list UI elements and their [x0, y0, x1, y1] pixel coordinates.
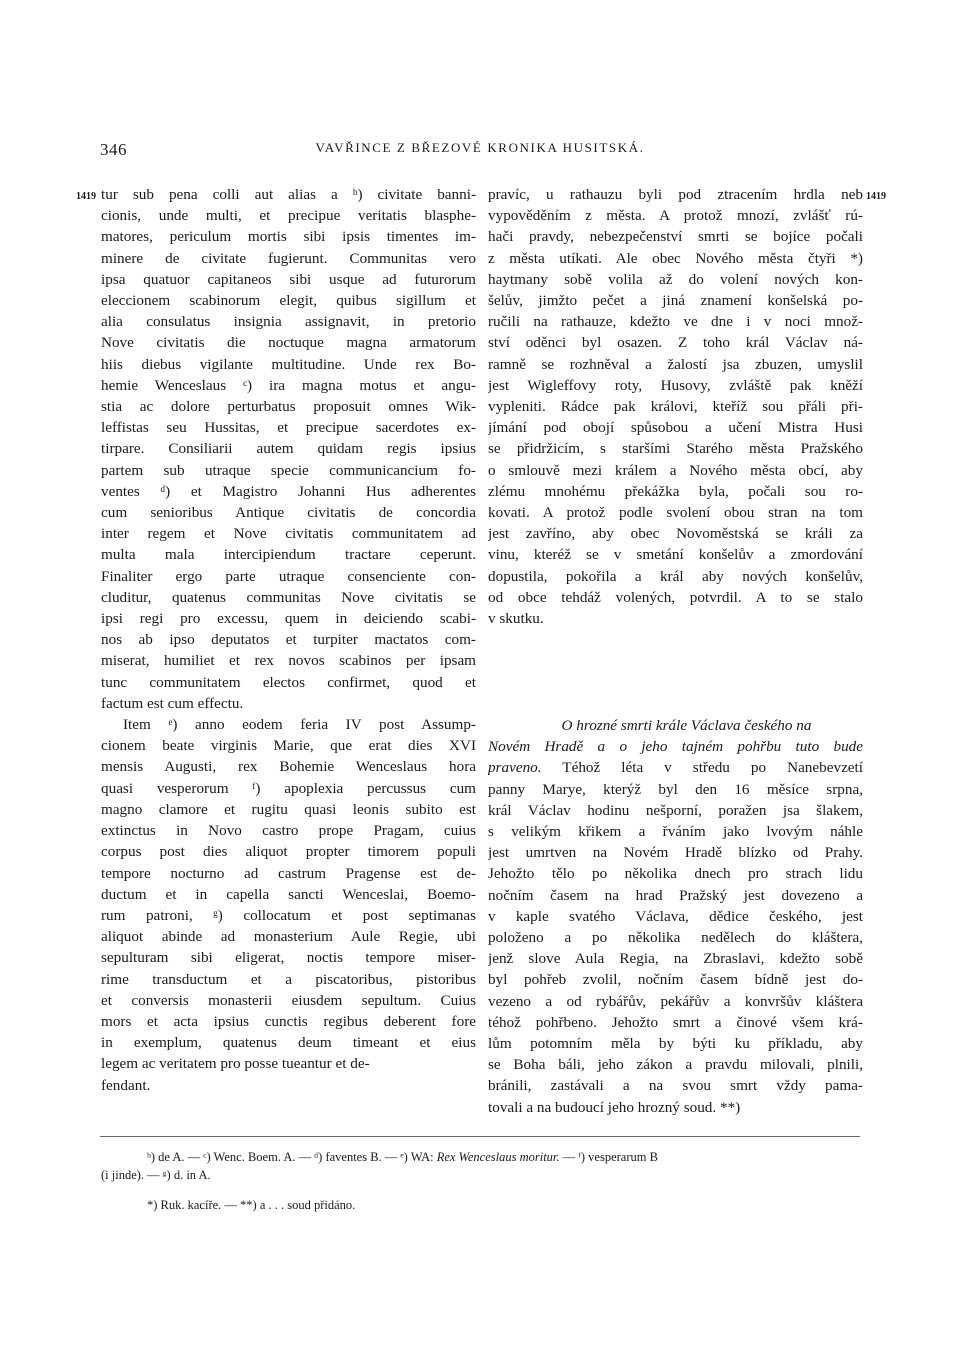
text-line: jest umrtven na Novém Hradě blízko od Prahy.	[488, 844, 863, 862]
text-line: haytmany sobě volila až do volení nových kon-	[488, 270, 863, 288]
text-line: kovati. A protož podle svolení obou stran na tom	[488, 504, 863, 522]
text-line: fendant.	[101, 1076, 151, 1094]
text-line: hemie Wenceslaus ᶜ) ira magna motus et angu-	[101, 376, 476, 394]
text-line: et conversis monasterii eiusdem sepultum. Cuius	[101, 991, 476, 1009]
text-line: Jehožto tělo po několika dnech pro strach lidu	[488, 865, 863, 883]
text-line: od obce tehdáž volených, potvrdil. A to se stalo	[488, 588, 863, 606]
footnote-text: — ᶠ) vesperarum B	[559, 1150, 658, 1164]
running-title: VAVŘINCE Z BŘEZOVÉ KRONIKA HUSITSKÁ.	[315, 140, 645, 155]
text-line: pravíc, u rathauzu byli pod ztracením hrdla neb	[488, 186, 863, 203]
text-line: lům potomním měla by býti ku příkladu, aby	[488, 1035, 863, 1053]
text-line: alia consulatus insignia assignavit, in pretorio	[101, 313, 476, 331]
text-line: partem sub utraque specie communicancium fo-	[101, 461, 476, 479]
text-line: mensis Augusti, rex Bohemie Wenceslaus hora	[101, 758, 476, 776]
text-line: hači pravdy, nebezpečenství smrti se bojíce počali	[488, 228, 863, 246]
text-line: vezeno a od rybářův, pekářův a konvršův kláštera	[488, 992, 863, 1010]
section-heading-line	[488, 715, 863, 736]
footnote-italic-text: Rex Wenceslaus moritur.	[436, 1150, 560, 1164]
text-line: ství oděnci byl osazen. Z toho král Václav ná-	[488, 334, 863, 352]
text-line: sepulturam sibi eligerat, noctis tempore miser-	[101, 949, 476, 967]
czech-section-lines	[488, 779, 863, 1118]
section-body-text: Téhož léta v středu po Nanebevzetí	[541, 759, 863, 777]
text-line: Item ᵉ) anno eodem feria IV post Assump-	[123, 716, 476, 734]
text-line: o smlouvě mezi králem a Nového města obcí, aby	[488, 461, 863, 479]
text-line: se Boha báli, jeho zákon a pravdu milovali, plnili,	[488, 1056, 863, 1074]
text-line: legem ac veritatem pro posse tueantur et de-	[101, 1055, 370, 1073]
text-line: leffistas seu Hussitas, et precipue sacerdotes ex-	[101, 419, 476, 437]
text-line: hiis diebus vigilante multitudine. Unde rex Bo-	[101, 355, 476, 373]
text-line: tovali a na budoucí jeho hrozný soud. **)	[488, 1098, 741, 1116]
text-line: z města utíkati. Ale obec Nového města čtyři *)	[488, 249, 863, 267]
text-line: aliquot abinde ad monasterium Aule Regie, ubi	[101, 928, 476, 946]
text-line: tunc communitatem electos confirmet, quod et	[101, 673, 476, 691]
text-line: tur sub pena colli aut alias a ᵇ) civitate banni-	[101, 186, 476, 203]
text-line: cum senioribus Antique civitatis de concordia	[101, 504, 476, 522]
section-heading-text: praveno.	[488, 759, 542, 777]
section-heading-line	[488, 757, 863, 778]
text-line: jenž slove Aula Regia, na Zbraslavi, kdežto sobě	[488, 950, 863, 968]
year-marker-right: 1419	[866, 191, 886, 202]
footnote-text: ᵇ) de A. — ᶜ) Wenc. Boem. A. — ᵈ) faventes B. — ᵉ) WA:	[147, 1150, 437, 1164]
text-line: téhož pohřbeno. Jehožto smrt a činové všem krá-	[488, 1013, 863, 1031]
text-line: v kaple svatého Václava, dědice českého, jest	[488, 907, 863, 925]
section-heading-text: Novém Hradě a o jeho tajném pohřbu tuto bude	[488, 738, 863, 756]
text-line: byl pohřeb zvolil, nočním časem bídně jest do-	[488, 971, 863, 989]
text-line: vypleniti. Rádce pak královi, kteříž sou přáli při-	[488, 398, 863, 416]
footnote-line	[101, 1148, 861, 1166]
text-line: jímání pod obojí spůsobou a učení Mistra Husi	[488, 419, 863, 437]
text-line: ductum et in capella sancti Wenceslai, Boemo-	[101, 885, 476, 903]
section-heading-text: O hrozné smrti krále Václava českého na	[561, 717, 812, 734]
text-line: jest zavříno, aby obec Novoměstská se králi za	[488, 525, 863, 543]
czech-text-column	[488, 184, 863, 629]
year-marker-left: 1419	[76, 191, 96, 202]
text-line: v skutku.	[488, 610, 544, 628]
footnote-line: *) Ruk. kacíře. — **) a . . . soud přidáno.	[147, 1198, 356, 1212]
text-line: bránili, zastávali a na svou smrt vždy pama-	[488, 1077, 863, 1095]
footnote-line: (i jinde). — ᵍ) d. in A.	[101, 1168, 211, 1182]
footnotes	[101, 1148, 861, 1214]
text-line: ventes ᵈ) et Magistro Johanni Hus adherentes	[101, 482, 476, 500]
text-line: král Václav hodinu nešporní, poražen jsa šlakem,	[488, 801, 863, 819]
text-line: extinctus in Novo castro prope Pragam, cuius	[101, 822, 476, 840]
text-line: nos ab ipso deputatos et turpiter mactatos com-	[101, 631, 476, 649]
page-number: 346	[100, 140, 127, 159]
text-line: minere de civitate fugierunt. Communitas vero	[101, 249, 476, 267]
text-line: tempore nocturno ad castrum Pragense est de-	[101, 864, 476, 882]
text-line: panny Marye, kterýž byl den 16 měsíce srpna,	[488, 780, 863, 798]
footnote-rule	[100, 1136, 860, 1137]
text-line: magno clamore et rugitu quasi leonis subito est	[101, 800, 476, 818]
czech-section	[488, 715, 863, 1118]
text-line: quasi vesperorum ᶠ) apoplexia percussus cum	[101, 779, 476, 797]
text-line: inter regem et Nove civitatis communitatem ad	[101, 525, 476, 543]
text-line: vypověděním z města. A protož mnozí, zvlášť rú-	[488, 207, 863, 225]
text-line: s velikým křikem a řváním jako lvovým náhle	[488, 823, 863, 841]
text-line: vinu, kteréž se v smetání konšelův a zmordování	[488, 546, 863, 564]
text-line: cionis, unde multi, et precipue veritatis blasphe-	[101, 207, 476, 225]
text-line: jest Wigleffovy roty, Husovy, zvláště pak kněží	[488, 376, 863, 394]
text-line: položeno a po několika nedělech do kláštera,	[488, 929, 863, 947]
text-line: ručili na rathauze, kdežto ve dne i v noci množ-	[488, 313, 863, 331]
text-line: ramně se rozhněval a žalostí jsa zbuzen, umyslil	[488, 355, 863, 373]
text-line: ipsi regi pro excessu, quem in deiciendo scabi-	[101, 610, 476, 628]
text-line: in exemplum, quatenus deum timeant et eius	[101, 1034, 476, 1052]
text-line: factum est cum effectu.	[101, 694, 244, 712]
text-line: rime transductum et a piscatoribus, pistoribus	[101, 970, 476, 988]
latin-text-column	[101, 184, 476, 1096]
text-line: zlému mnohému překážka byla, počali sou ro-	[488, 482, 863, 500]
text-line: rum patroni, ᵍ) collocatum et post septimanas	[101, 906, 476, 924]
text-line: tirpare. Consiliarii autem quidam regis ipsius	[101, 440, 476, 458]
section-heading-line	[488, 736, 863, 757]
text-line: cionem beate virginis Marie, que erat dies XVI	[101, 737, 476, 755]
text-line: nočním časem na hrad Pražský jest dovezeno a	[488, 886, 863, 904]
text-line: cluditur, quatenus communitas Nove civitatis se	[101, 588, 476, 606]
text-line: corpus post dies aliquot propter timorem populi	[101, 843, 476, 861]
text-line: miserat, humiliet et rex novos scabinos per ipsam	[101, 652, 476, 670]
text-line: se přidržicím, s staršími Starého města Pražského	[488, 440, 863, 458]
page-header	[0, 140, 960, 164]
text-line: ipsa quatuor capitaneos sibi usque ad futurorum	[101, 270, 476, 288]
text-line: mors et acta ipsius cunctis regibus deberent fore	[101, 1012, 476, 1030]
text-line: Nove civitatis die noctuque magna armatorum	[101, 334, 476, 352]
text-line: eleccionem scabinorum elegit, quibus sigillum et	[101, 292, 476, 310]
text-line: multa mala intercipiendum tractare ceperunt.	[101, 546, 476, 564]
text-line: stia ac dolore perturbatus proposuit omnes Wik-	[101, 398, 476, 416]
text-line: dopustila, pokořila a král aby nových konšelův,	[488, 567, 863, 585]
text-line: šelův, jimžto pečet a jiná znamení konšelská po-	[488, 292, 863, 310]
text-line: matores, periculum mortis sibi ipsis timentes im-	[101, 228, 476, 246]
text-line: Finaliter ergo parte utraque consenciente con-	[101, 567, 476, 585]
